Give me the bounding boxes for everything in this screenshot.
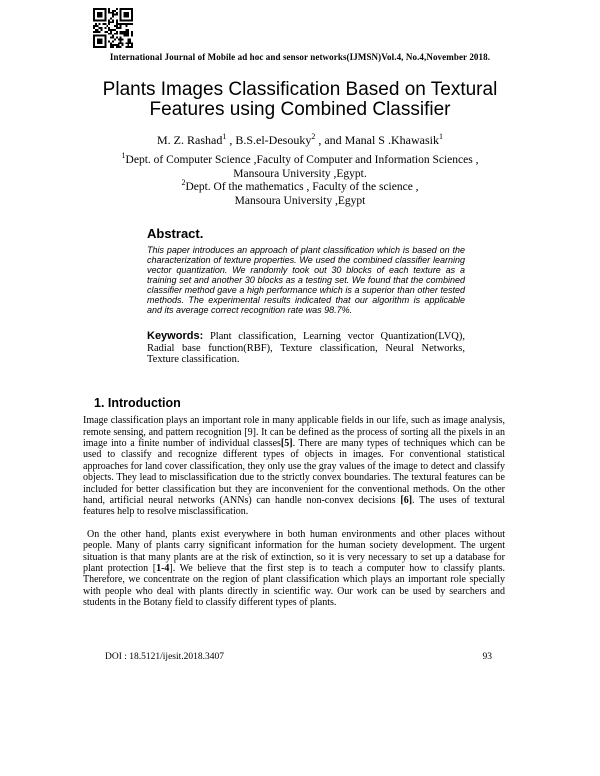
affiliation-line-1: $^1$Dept. of Computer Science ,Faculty of Computer and Information Sciences , [121, 151, 479, 166]
page-footer [105, 651, 492, 663]
keywords-label: Keywords: [147, 330, 204, 342]
intro-paragraph-2: On the other hand, plants exist everywhere in both human environments and other places without people. Many of plants carry significant information for the human society development. The urgent situation is that many plants are at the risk of extinction, so it is very necessary to set up a database for plant protection [1-4]. We believe that the first step is to teach a computer how to classify plants. Therefore, we concentrate on the region of plant classification which plays an important role specially with people who deal with plants directly in scientific way. Our work can be used by searchers and students in the Botany field to classify different types of plants. [83, 528, 505, 609]
introduction-section [83, 396, 505, 609]
doi-text: DOI : 18.5121/ijesit.2018.3407 [105, 652, 225, 662]
authors-line: M. Z. Rashad$^1$ , B.S.el-Desouky$^2$ , and Manal S .Khawasik$^1$ [157, 132, 443, 147]
affiliation-line-2: Mansoura University ,Egypt. [233, 167, 367, 180]
keywords-block [147, 331, 465, 366]
paper-title: Plants Images Classification Based on Textural Features using Combined Classifier [102, 79, 498, 120]
qr-code-icon [93, 8, 133, 48]
affiliations [0, 151, 600, 208]
abstract-heading: Abstract. [147, 226, 204, 241]
qr-code-svg [93, 8, 133, 48]
keywords-text: Plant classification, Learning vector Quantization(LVQ), Radial base function(RBF), Texture classification, Neural Networks, Texture classification. [147, 331, 465, 366]
page-number: 93 [482, 652, 492, 662]
section-heading-introduction: 1. Introduction [94, 396, 181, 411]
affiliation-line-3: $^2$Dept. Of the mathematics , Faculty of the science , [181, 178, 419, 193]
abstract-text: This paper introduces an approach of plant classification which is based on the characterization of texture properties. We used the combined classifier learning vector quantization. We randomly took out 30 blocks of each texture as a training set and another 30 blocks as a testing set. We found that the combined classifier method gave a high performance which is a superior than other tested methods. The experimental results indicated that our algorithm is applicable and its average correct recognition rate was 98.7%. [147, 245, 465, 315]
affiliation-line-4: Mansoura University ,Egypt [234, 194, 366, 207]
intro-paragraph-1: Image classification plays an important role in many applicable fields in our life, such as image analysis, remote sensing, and pattern recognition [9]. It can be defined as the process of sorting all the pixels in an image into a finite number of individual classes[5]. There are many types of techniques which can be used to classify and recognize different types of objects in images. For conventional statistical approaches for land cover classification, they only use the gray values of the image to detect and classify objects. They lead to misclassification due to the strictly convex boundaries. The textural features can be included for better classification but they are inconvenient for the conventional methods. On the other hand, artificial neural networks (ANNs) can handle non-convex decisions [6]. The uses of textural features help to resolve misclassification. [83, 415, 506, 518]
journal-header: International Journal of Mobile ad hoc and sensor networks(IJMSN)Vol.4, No.4,November 2018. [109, 52, 491, 62]
abstract-block [147, 227, 465, 366]
